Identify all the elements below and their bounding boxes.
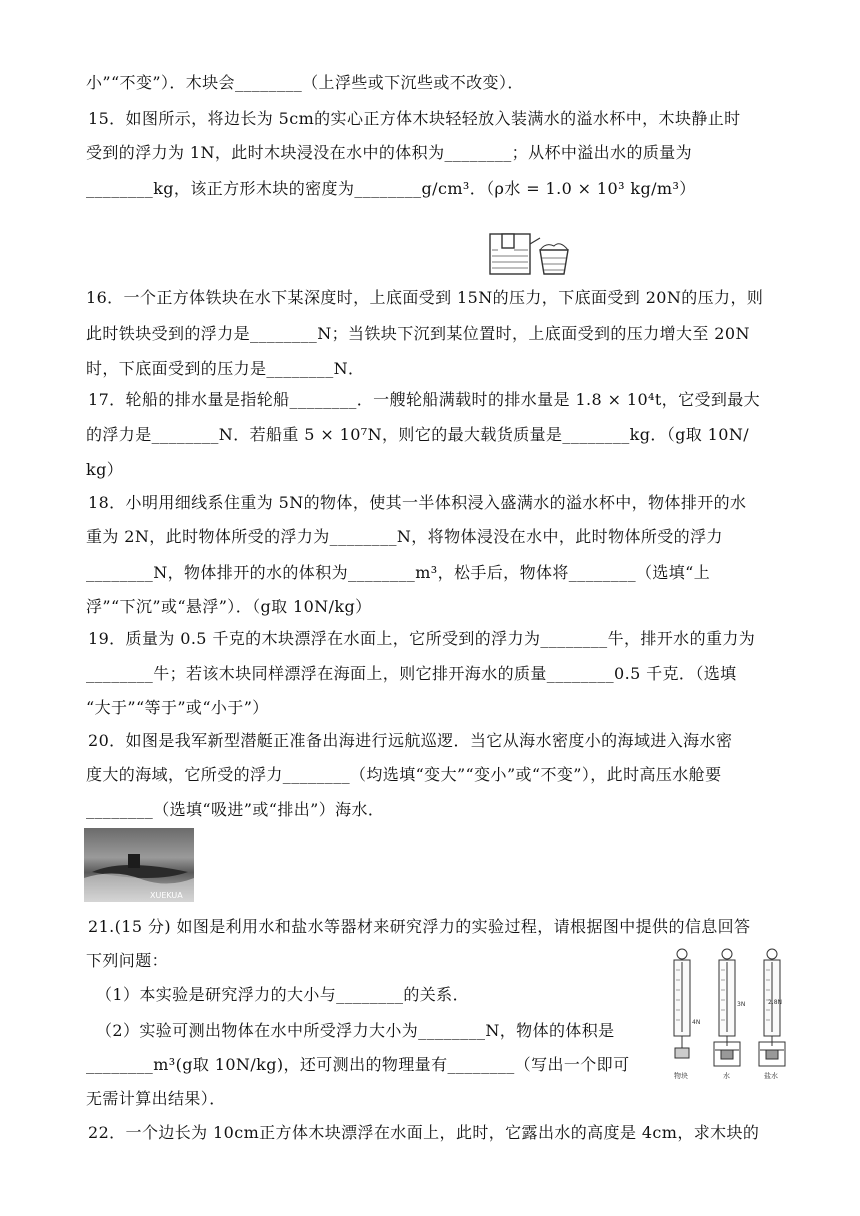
- question-15-line-3: ________kg，该正方形木块的密度为________g/cm³．（ρ水 = 1.0 × 10³ kg/m³）: [86, 179, 696, 198]
- label-salt-water: 盐水: [764, 1072, 778, 1080]
- question-21-part-1: （1）本实验是研究浮力的大小与________的关系．: [96, 985, 469, 1004]
- question-17-line-2: 的浮力是________N．若船重 5 × 10⁷N，则它的最大载货质量是________kg．（g取 10N/: [86, 425, 750, 444]
- question-16-line-1: 16．一个正方体铁块在水下某深度时，上底面受到 15N的压力，下底面受到 20N的压力，则: [86, 288, 764, 307]
- question-18-line-2: 重为 2N，此时物体所受的浮力为________N，将物体浸没在水中，此时物体所受的浮力: [86, 527, 723, 546]
- submarine-image: [84, 828, 194, 902]
- question-15-line-1: 15．如图所示，将边长为 5cm的实心正方体木块轻轻放入装满水的溢水杯中，木块静止时: [88, 109, 741, 128]
- label-water: 水: [723, 1072, 730, 1080]
- question-18-line-3: ________N，物体排开的水的体积为________m³，松手后，物体将________（选填“上: [86, 563, 711, 582]
- question-16-line-2: 此时铁块受到的浮力是________N；当铁块下沉到某位置时，上底面受到的压力增大至 20N: [86, 324, 750, 343]
- question-22-line-1: 22．一个边长为 10cm正方体木块漂浮在水面上，此时，它露出水的高度是 4cm，求木块的: [88, 1123, 760, 1142]
- text-line: 小”“不变”）．木块会________（上浮些或下沉些或不改变）．: [86, 73, 524, 92]
- question-20-line-1: 20．如图是我军新型潜艇正准备出海进行远航巡逻．当它从海水密度小的海域进入海水密: [88, 731, 733, 750]
- question-19-line-2: ________牛；若该木块同样漂浮在海面上，则它排开海水的质量________0.5 千克．（选填: [86, 664, 737, 683]
- reading-2: 3N: [737, 1001, 746, 1008]
- question-19-line-1: 19．质量为 0.5 千克的木块漂浮在水面上，它所受到的浮力为________牛，排开水的重力为: [88, 629, 756, 648]
- question-17-line-3: kg）: [86, 460, 124, 479]
- reading-1: 4N: [692, 1019, 701, 1026]
- reading-3: 2.8N: [767, 999, 782, 1006]
- question-15-line-2: 受到的浮力为 1N，此时木块浸没在水中的体积为________；从杯中溢出水的质量为: [86, 143, 693, 162]
- overflow-cup-figure: [488, 226, 572, 276]
- question-17-line-1: 17．轮船的排水量是指轮船________．一艘轮船满载时的排水量是 1.8 × 10⁴t，它受到最大: [88, 390, 761, 409]
- question-21-part-2-line-2: ________m³(g取 10N/kg)，还可测出的物理量有________（写出一个即可: [86, 1055, 630, 1074]
- question-21-line-2: 下列问题：: [86, 951, 169, 970]
- question-20-line-3: ________（选填“吸进”或“排出”）海水．: [86, 800, 385, 819]
- question-21-line-1: 21.(15 分) 如图是利用水和盐水等器材来研究浮力的实验过程，请根据图中提供的信息回答: [88, 917, 751, 936]
- submarine-photo: [84, 828, 194, 902]
- question-18-line-1: 18．小明用细线系住重为 5N的物体，使其一半体积浸入盛满水的溢水杯中，物体排开的水: [88, 493, 747, 512]
- spring-scale-figure: [660, 946, 786, 1084]
- question-19-line-3: “大于”“等于”或“小于”）: [86, 698, 269, 717]
- question-16-line-3: 时，下底面受到的压力是________N．: [86, 359, 365, 378]
- label-object: 物块: [674, 1072, 688, 1080]
- question-21-part-2-line-3: 无需计算出结果）．: [86, 1089, 226, 1108]
- question-18-line-4: 浮”“下沉”或“悬浮”）．（g取 10N/kg）: [86, 597, 372, 616]
- question-20-line-2: 度大的海域，它所受的浮力________（均选填“变大”“变小”或“不变”），此时高压水舱要: [86, 765, 722, 784]
- question-21-part-2-line-1: （2）实验可测出物体在水中所受浮力大小为________N，物体的体积是: [96, 1021, 615, 1040]
- watermark-text: XUEKUA: [150, 891, 183, 900]
